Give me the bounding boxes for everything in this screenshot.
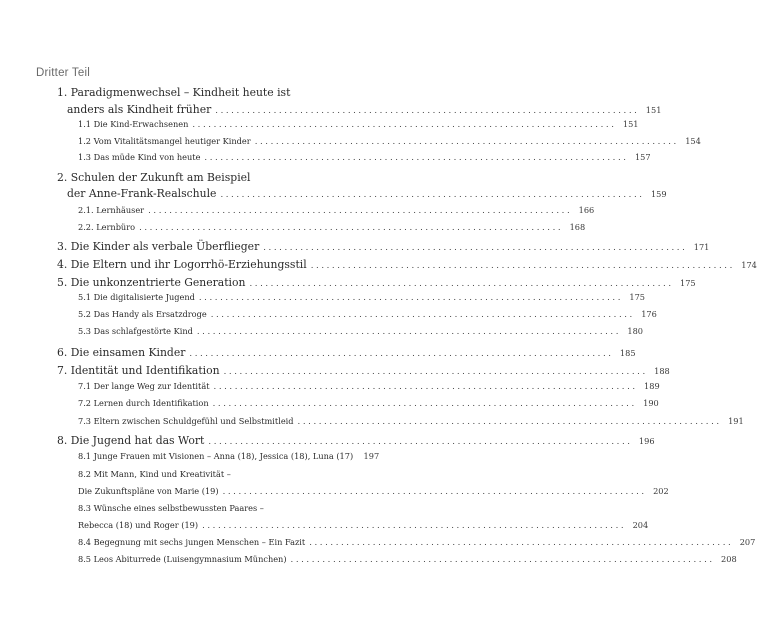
toc-entry-title: 1.2 Vom Vitalitätsmangel heutiger Kinder bbox=[78, 136, 251, 146]
toc-page-number: 208 bbox=[721, 554, 737, 564]
toc-page-number: 171 bbox=[693, 242, 710, 252]
toc-entry[interactable] bbox=[57, 119, 639, 135]
toc-page-number: 204 bbox=[632, 520, 649, 530]
toc-entry-title: 5.1 Die digitalisierte Jugend bbox=[78, 292, 195, 302]
toc-page-number: 197 bbox=[363, 451, 380, 461]
toc-entry-title: 8.3 Wünsche eines selbstbewussten Paares – bbox=[78, 503, 264, 513]
toc-entry[interactable] bbox=[57, 537, 756, 553]
toc-leader-dots: ................................................................................ bbox=[309, 538, 734, 548]
toc-entry-title: 2.1. Lernhäuser bbox=[78, 205, 145, 215]
toc-entry-title: Die Zukunftspläne von Marie (19) bbox=[78, 486, 219, 496]
toc-page-number: 159 bbox=[650, 189, 667, 199]
toc-entry[interactable] bbox=[57, 292, 646, 308]
toc-leader-dots: ................................................................................ bbox=[189, 349, 614, 359]
toc-page-number: 185 bbox=[619, 348, 636, 358]
toc-entry-title: 8.2 Mit Mann, Kind und Kreativität – bbox=[78, 469, 231, 479]
toc-entry[interactable] bbox=[57, 326, 644, 342]
toc-entry-title: 5. Die unkonzentrierte Generation bbox=[57, 276, 246, 289]
toc-entry[interactable] bbox=[57, 152, 651, 168]
toc-page-number: 190 bbox=[643, 398, 659, 408]
toc-entry-title: 7.1 Der lange Weg zur Identität bbox=[78, 381, 210, 391]
toc-entry[interactable] bbox=[57, 103, 662, 119]
toc-entry[interactable] bbox=[57, 520, 649, 536]
toc-entry[interactable] bbox=[57, 171, 357, 187]
toc-page-number: 176 bbox=[641, 309, 657, 319]
toc-leader-dots: ................................................................................ bbox=[202, 521, 627, 531]
toc-entry-title: der Anne-Frank-Realschule bbox=[67, 187, 217, 200]
toc-entry[interactable] bbox=[57, 434, 655, 450]
toc-entry-title: 1.3 Das müde Kind von heute bbox=[78, 152, 201, 162]
toc-leader-dots: ................................................................................ bbox=[223, 367, 648, 377]
toc-page-number: 202 bbox=[653, 486, 669, 496]
toc-entry[interactable] bbox=[57, 346, 636, 362]
toc-page-number: 174 bbox=[741, 260, 757, 270]
toc-entry-title: 1.1 Die Kind-Erwachsenen bbox=[78, 119, 189, 129]
toc-leader-dots: ................................................................................ bbox=[198, 293, 624, 303]
toc-entry[interactable] bbox=[57, 205, 595, 221]
toc-entry[interactable] bbox=[57, 451, 380, 467]
toc-entry-title: 8.5 Leos Abiturrede (Luisengymnasium München) bbox=[78, 554, 287, 564]
toc-entry[interactable] bbox=[57, 86, 357, 102]
toc-entry-title: 7.3 Eltern zwischen Schuldgefühl und Selbstmitleid bbox=[78, 416, 294, 426]
toc-entry-title: 6. Die einsamen Kinder bbox=[57, 346, 186, 359]
toc-page-number: 151 bbox=[622, 119, 639, 129]
toc-entry[interactable] bbox=[57, 416, 744, 432]
toc-leader-dots: ................................................................................ bbox=[263, 243, 688, 253]
toc-entry[interactable] bbox=[57, 364, 670, 380]
toc-page-number: 188 bbox=[654, 366, 670, 376]
toc-page-number: 207 bbox=[739, 537, 756, 547]
toc-leader-dots: ................................................................................ bbox=[213, 382, 638, 392]
toc-page-number: 175 bbox=[629, 292, 646, 302]
toc-leader-dots: ................................................................................ bbox=[254, 137, 679, 147]
toc-leader-dots: ................................................................................ bbox=[290, 555, 715, 565]
toc-entry-title: 4. Die Eltern und ihr Logorrhö-Erziehungsstil bbox=[57, 258, 307, 271]
toc-entry[interactable] bbox=[57, 381, 660, 397]
toc-leader-dots: ................................................................................ bbox=[249, 279, 674, 289]
toc-page-number: 189 bbox=[644, 381, 660, 391]
toc-entry-title: 3. Die Kinder als verbale Überflieger bbox=[57, 240, 260, 253]
toc-page-number: 168 bbox=[569, 222, 586, 232]
toc-leader-dots: ................................................................................ bbox=[297, 417, 722, 427]
toc-entry-title: 2. Schulen der Zukunft am Beispiel bbox=[57, 171, 251, 184]
toc-leader-dots: ................................................................................ bbox=[310, 261, 735, 271]
toc-entry-title: 1. Paradigmenwechsel – Kindheit heute ist bbox=[57, 86, 291, 99]
toc-entry-title: Rebecca (18) und Roger (19) bbox=[78, 520, 199, 530]
toc-entry[interactable] bbox=[57, 503, 357, 519]
toc-page-number: 157 bbox=[634, 152, 651, 162]
toc-leader-dots: ................................................................................ bbox=[210, 310, 635, 320]
toc-entry[interactable] bbox=[57, 398, 659, 414]
toc-leader-dots: ................................................................................ bbox=[139, 223, 564, 233]
toc-leader-dots: ................................................................................ bbox=[148, 206, 573, 216]
toc-entry-title: 7. Identität und Identifikation bbox=[57, 364, 220, 377]
toc-entry-title: 5.3 Das schlafgestörte Kind bbox=[78, 326, 193, 336]
toc-page-number: 180 bbox=[627, 326, 644, 336]
toc-leader-dots: ................................................................................ bbox=[204, 153, 629, 163]
toc-leader-dots: ................................................................................ bbox=[212, 399, 637, 409]
toc-entry[interactable] bbox=[57, 554, 737, 570]
toc-entry-title: 7.2 Lernen durch Identifikation bbox=[78, 398, 209, 408]
toc-leader-dots: ................................................................................ bbox=[208, 437, 633, 447]
toc-entry[interactable] bbox=[57, 258, 757, 274]
toc-entry[interactable] bbox=[57, 136, 701, 152]
toc-page-number: 191 bbox=[728, 416, 744, 426]
toc-page-number: 154 bbox=[685, 136, 701, 146]
toc-leader-dots: ................................................................................ bbox=[220, 190, 645, 200]
toc-entry[interactable] bbox=[57, 486, 669, 502]
toc-entry[interactable] bbox=[57, 187, 667, 203]
toc-entry[interactable] bbox=[57, 240, 710, 256]
toc-page-number: 151 bbox=[645, 105, 662, 115]
toc-entry-title: 8. Die Jugend hat das Wort bbox=[57, 434, 205, 447]
toc-entry[interactable] bbox=[57, 222, 586, 238]
toc-entry-title: anders als Kindheit früher bbox=[67, 103, 212, 116]
part-heading: Dritter Teil bbox=[36, 67, 90, 79]
toc-page-number: 196 bbox=[638, 436, 655, 446]
toc-leader-dots: ................................................................................ bbox=[196, 327, 622, 337]
toc-leader-dots: ................................................................................ bbox=[215, 106, 640, 116]
toc-entry-title: 8.1 Junge Frauen mit Visionen – Anna (18), Jessica (18), Luna (17) bbox=[78, 451, 354, 461]
toc-entry[interactable] bbox=[57, 276, 696, 292]
toc-leader-dots: ................................................................................ bbox=[192, 120, 617, 130]
toc-entry[interactable] bbox=[57, 309, 657, 325]
toc-entry-title: 2.2. Lernbüro bbox=[78, 222, 136, 232]
toc-page-number: 175 bbox=[679, 278, 696, 288]
toc-leader-dots: ................................................................................ bbox=[222, 487, 647, 497]
toc-entry-title: 8.4 Begegnung mit sechs jungen Menschen – Ein Fazit bbox=[78, 537, 306, 547]
toc-page-number: 166 bbox=[578, 205, 595, 215]
toc-entry-title: 5.2 Das Handy als Ersatzdroge bbox=[78, 309, 207, 319]
toc-entry[interactable] bbox=[57, 469, 357, 485]
